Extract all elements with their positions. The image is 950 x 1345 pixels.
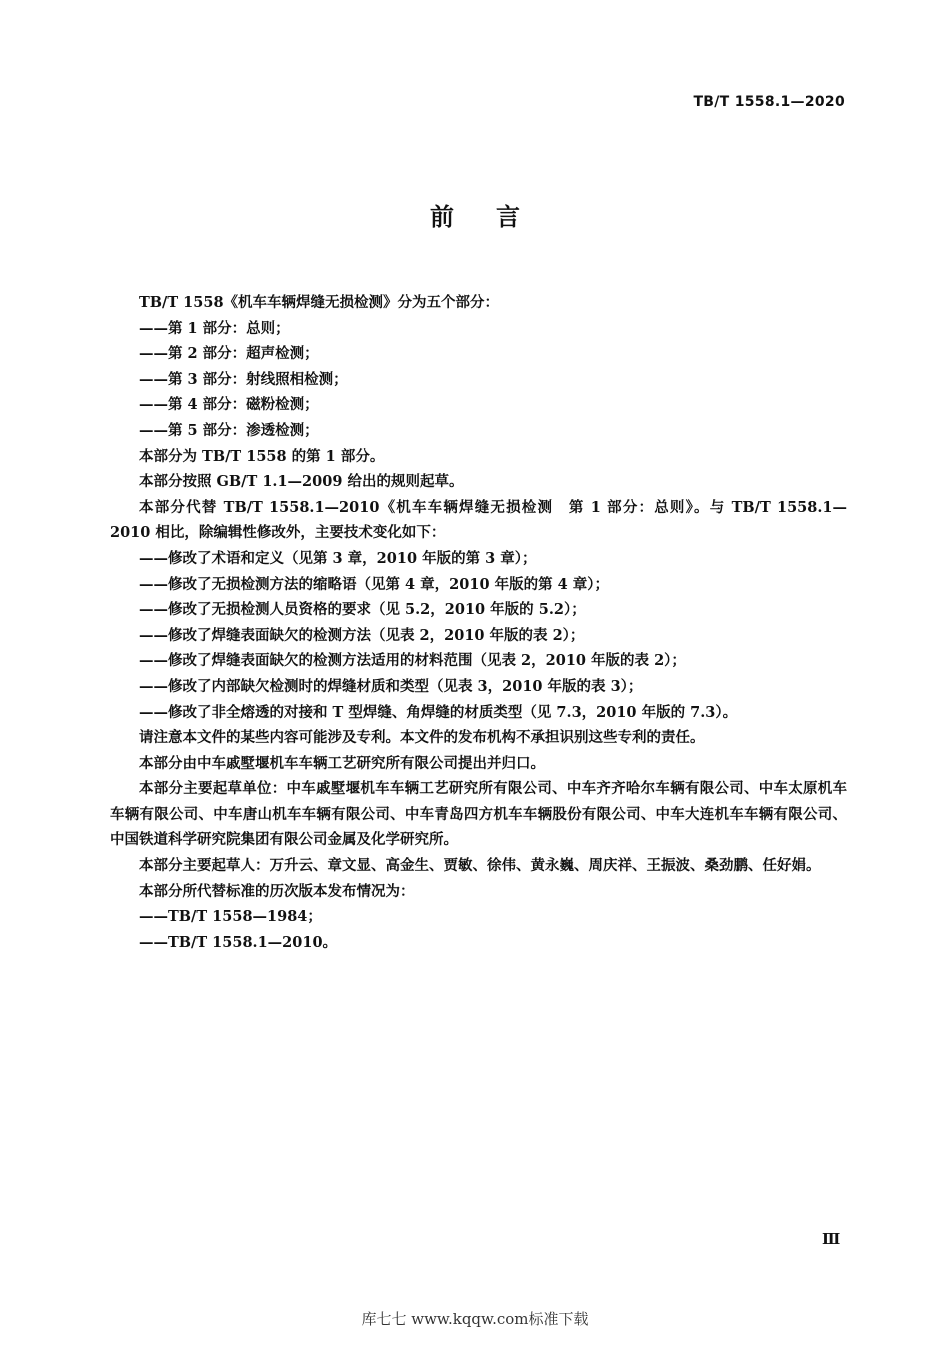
list-item: ——第 4 部分：磁粉检测；: [139, 396, 319, 414]
list-item: ——第 2 部分：超声检测；: [139, 345, 319, 363]
document-body: [110, 290, 847, 955]
list-item: ——TB/T 1558—1984；: [139, 908, 322, 926]
paragraph: 本部分主要起草单位：中车戚墅堰机车车辆工艺研究所有限公司、中车齐齐哈尔车辆有限公司、中车太原机车车辆有限公司、中车唐山机车车辆有限公司、中车青岛四方机车车辆股份有限公司、中车大连机车车辆有限公司、中国铁道科学研究院集团有限公司金属及化学研究所。: [110, 780, 847, 849]
paragraph: 本部分由中车戚墅堰机车车辆工艺研究所有限公司提出并归口。: [139, 754, 545, 772]
list-item: ——修改了内部缺欠检测时的焊缝材质和类型（见表 3，2010 年版的表 3）；: [139, 677, 643, 695]
list-item: ——修改了无损检测方法的缩略语（见第 4 章，2010 年版的第 4 章）；: [139, 575, 610, 593]
paragraph: 本部分代替 TB/T 1558.1—2010《机车车辆焊缝无损检测 第 1 部分：总则》。与 TB/T 1558.1—2010 相比，除编辑性修改外，主要技术变化如下：: [110, 498, 847, 542]
list-item: ——修改了术语和定义（见第 3 章，2010 年版的第 3 章）；: [139, 549, 537, 567]
paragraph: 本部分为 TB/T 1558 的第 1 部分。: [139, 447, 385, 465]
paragraph: 本部分按照 GB/T 1.1—2009 给出的规则起草。: [139, 473, 464, 491]
list-item: ——第 5 部分：渗透检测；: [139, 421, 319, 439]
page-number: Ⅲ: [822, 1230, 841, 1248]
paragraph: 本部分所代替标准的历次版本发布情况为：: [139, 882, 415, 900]
list-item: ——第 3 部分：射线照相检测；: [139, 370, 348, 388]
page-title: 前言: [430, 203, 562, 231]
list-item: ——修改了焊缝表面缺欠的检测方法适用的材料范围（见表 2，2010 年版的表 2）；: [139, 652, 686, 670]
list-item: ——修改了无损检测人员资格的要求（见 5.2，2010 年版的 5.2）；: [139, 601, 586, 619]
paragraph: 本部分主要起草人：万升云、章文显、高金生、贾敏、徐伟、黄永巍、周庆祥、王振波、桑劲鹏、任好娟。: [139, 857, 821, 875]
paragraph: TB/T 1558《机车车辆焊缝无损检测》分为五个部分：: [139, 294, 500, 311]
standard-code: TB/T 1558.1—2020: [693, 94, 845, 110]
list-item: ——第 1 部分：总则；: [139, 319, 290, 337]
list-item: ——TB/T 1558.1—2010。: [139, 933, 338, 951]
list-item: ——修改了非全熔透的对接和 T 型焊缝、角焊缝的材质类型（见 7.3，2010 年版的 7.3）。: [139, 703, 738, 721]
paragraph: 请注意本文件的某些内容可能涉及专利。本文件的发布机构不承担识别这些专利的责任。: [139, 729, 705, 747]
list-item: ——修改了焊缝表面缺欠的检测方法（见表 2，2010 年版的表 2）；: [139, 626, 585, 644]
watermark: 库七七 www.kqqw.com标准下载: [361, 1310, 589, 1328]
